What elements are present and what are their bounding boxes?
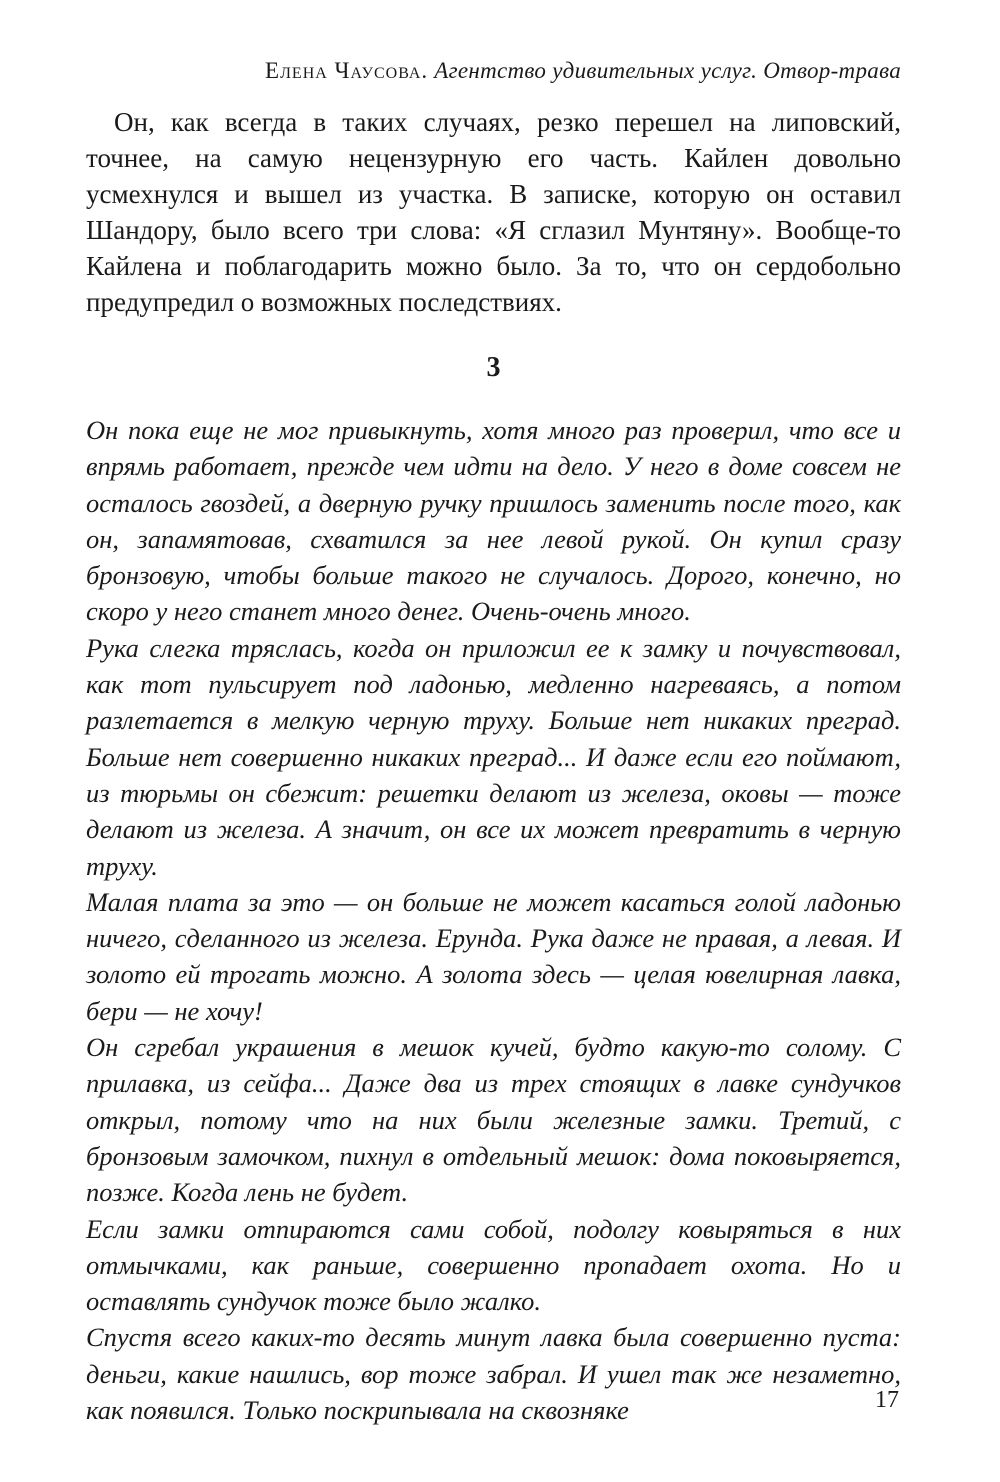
page-number: 17 [875,1387,899,1413]
header-book-title: Агентство удивительных услуг. Отвор-трава [434,58,901,83]
chapter-number: 3 [486,352,501,383]
book-page [86,0,901,1482]
paragraph-4: Он сгребал украшения в мешок кучей, будто какую-то солому. С прилавка, из сейфа... Даже два из трех стоящих в лавке сундучков открыл, потому что на них были железные замки. Третий, с бронзовым замочком, пихнул в отдельный мешок: дома поковыряется, позже. Когда лень не будет. [86,1032,901,1208]
paragraph-5: Если замки отпираются сами собой, подолгу ковыряться в них отмычками, как раньше, совершенно пропадает охота. Но и оставлять сундучок тоже было жалко. [86,1213,901,1317]
header-author: Елена Чаусова. [265,58,429,83]
intro-paragraph: Он, как всегда в таких случаях, резко перешел на липовский, точнее, на самую нецензурную его часть. Кайлен довольно усмехнулся и вышел из участка. В записке, которую он оставил Шандору, было всего три слова: «Я сглазил Мунтяну». Вообще-то Кайлена и поблагодарить можно было. За то, что он сердобольно предупредил о возможных последствиях. [86,107,901,317]
chapter-body [86,412,901,1428]
paragraph-3: Малая плата за это — он больше не может касаться голой ладонью ничего, сделанного из железа. Ерунда. Рука даже не правая, а левая. И золото ей трогать можно. А золота здесь — целая ювелирная лавка, бери — не хочу! [86,886,901,1026]
intro-text [86,104,901,320]
running-header [265,58,901,84]
paragraph-1: Он пока еще не мог привыкнуть, хотя много раз проверил, что все и впрямь работает, прежде чем идти на дело. У него в доме совсем не осталось гвоздей, а дверную ручку пришлось заменить после того, как он, запамятовав, схватился за нее левой рукой. Он купил сразу бронзовую, чтобы больше такого не случалось. Дорого, конечно, но скоро у него станет много денег. Очень-очень много. [86,415,901,627]
paragraph-2: Рука слегка тряслась, когда он приложил ее к замку и почувствовал, как тот пульсирует под ладонью, медленно нагреваясь, а потом разлетается в мелкую черную труху. Больше нет никаких преград. Больше нет совершенно никаких преград... И даже если его поймают, из тюрьмы он сбежит: решетки делают из железа, оковы — тоже делают из железа. А значит, он все их может превратить в черную труху. [86,632,901,881]
paragraph-6: Спустя всего каких-то десять минут лавка была совершенно пуста: деньги, какие нашлись, вор тоже забрал. И ушел так же незаметно, как появился. Только поскрипывала на сквозняке [86,1322,901,1426]
